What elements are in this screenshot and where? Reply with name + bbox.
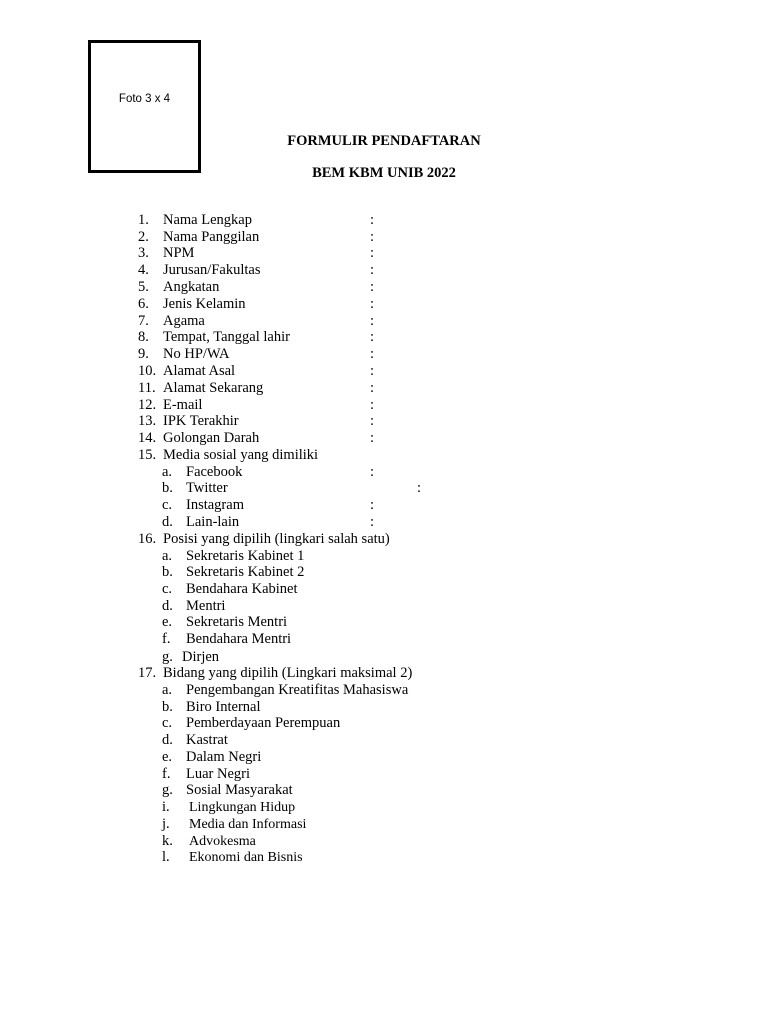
field-number: 7.	[138, 313, 149, 329]
item-letter: c.	[162, 715, 173, 731]
item-letter: a.	[162, 548, 173, 564]
field-separator: :	[370, 296, 375, 312]
item-letter: d.	[162, 514, 173, 530]
field-separator: :	[370, 329, 375, 345]
item-letter: a.	[162, 682, 173, 698]
item-letter: a.	[162, 464, 173, 480]
field-label: NPM	[163, 245, 195, 261]
field-separator: :	[370, 464, 375, 480]
field-separator: :	[370, 245, 375, 261]
field-label: Alamat Sekarang	[163, 380, 264, 396]
item-letter: d.	[162, 732, 173, 748]
field-number: 13.	[138, 413, 157, 429]
field-number: 17.	[138, 665, 157, 681]
field-separator: :	[370, 262, 375, 278]
item-label: Sekretaris Kabinet 1	[186, 548, 305, 564]
item-label: Mentri	[186, 598, 226, 614]
item-label: Sekretaris Kabinet 2	[186, 564, 305, 580]
form-subheader	[230, 165, 538, 182]
field-number: 2.	[138, 229, 149, 245]
item-label: Dalam Negri	[186, 749, 262, 765]
field-separator: :	[370, 397, 375, 413]
field-separator: :	[417, 480, 422, 496]
field-number: 3.	[138, 245, 149, 261]
field-number: 1.	[138, 212, 149, 228]
item-label: Bendahara Mentri	[186, 631, 292, 647]
field-separator: :	[370, 380, 375, 396]
item-label: Pemberdayaan Perempuan	[186, 715, 341, 731]
field-number: 12.	[138, 397, 157, 413]
field-number: 9.	[138, 346, 149, 362]
item-letter: c.	[162, 581, 173, 597]
field-label: Nama Panggilan	[163, 229, 260, 245]
field-separator: :	[370, 413, 375, 429]
item-label: Sosial Masyarakat	[186, 782, 293, 798]
form-title: FORMULIR PENDAFTARAN	[287, 133, 481, 149]
field-label: Bidang yang dipilih (Lingkari maksimal 2)	[163, 665, 413, 681]
item-letter: f.	[162, 766, 171, 782]
field-label: Posisi yang dipilih (lingkari salah satu)	[163, 531, 390, 547]
item-label: Lingkungan Hidup	[189, 800, 296, 815]
item-label: Ekonomi dan Bisnis	[189, 850, 303, 865]
item-letter: f.	[162, 631, 171, 647]
item-label: Biro Internal	[186, 699, 261, 715]
item-label: Twitter	[186, 480, 228, 496]
field-label: No HP/WA	[163, 346, 230, 362]
field-separator: :	[370, 313, 375, 329]
field-number: 8.	[138, 329, 149, 345]
item-label: Pengembangan Kreatifitas Mahasiswa	[186, 682, 409, 698]
field-separator: :	[370, 514, 375, 530]
field-separator: :	[370, 497, 375, 513]
item-letter: g.	[162, 649, 173, 665]
field-number: 6.	[138, 296, 149, 312]
field-label: Angkatan	[163, 279, 220, 295]
item-label: Media dan Informasi	[189, 817, 307, 832]
field-label: Nama Lengkap	[163, 212, 252, 228]
field-label: Jenis Kelamin	[163, 296, 246, 312]
item-letter: j.	[162, 816, 170, 832]
item-letter: k.	[162, 833, 173, 849]
form-header	[230, 133, 538, 150]
field-number: 10.	[138, 363, 157, 379]
field-label: IPK Terakhir	[163, 413, 239, 429]
field-separator: :	[370, 346, 375, 362]
field-label: Media sosial yang dimiliki	[163, 447, 319, 463]
item-letter: b.	[162, 564, 173, 580]
form-subtitle: BEM KBM UNIB 2022	[312, 165, 456, 181]
photo-label: Foto 3 x 4	[118, 92, 171, 105]
item-letter: b.	[162, 699, 173, 715]
item-letter: d.	[162, 598, 173, 614]
item-letter: l.	[162, 849, 170, 865]
item-label: Lain-lain	[186, 514, 240, 530]
field-number: 4.	[138, 262, 149, 278]
field-number: 5.	[138, 279, 149, 295]
field-label: Tempat, Tanggal lahir	[163, 329, 290, 345]
field-separator: :	[370, 279, 375, 295]
item-label: Dirjen	[182, 649, 220, 665]
item-label: Bendahara Kabinet	[186, 581, 298, 597]
item-letter: e.	[162, 614, 173, 630]
item-label: Luar Negri	[186, 766, 251, 782]
item-letter: g.	[162, 782, 173, 798]
field-label: Jurusan/Fakultas	[163, 262, 261, 278]
field-separator: :	[370, 212, 375, 228]
field-separator: :	[370, 430, 375, 446]
item-label: Advokesma	[189, 834, 256, 849]
item-label: Facebook	[186, 464, 243, 480]
field-separator: :	[370, 363, 375, 379]
field-number: 14.	[138, 430, 157, 446]
item-label: Instagram	[186, 497, 244, 513]
item-letter: e.	[162, 749, 173, 765]
field-label: Agama	[163, 313, 205, 329]
photo-placeholder	[88, 40, 201, 173]
field-separator: :	[370, 229, 375, 245]
field-number: 15.	[138, 447, 157, 463]
field-label: Golongan Darah	[163, 430, 260, 446]
field-number: 11.	[138, 380, 156, 396]
item-letter: b.	[162, 480, 173, 496]
field-number: 16.	[138, 531, 157, 547]
item-letter: i.	[162, 799, 170, 815]
item-label: Sekretaris Mentri	[186, 614, 288, 630]
item-letter: c.	[162, 497, 173, 513]
field-label: Alamat Asal	[163, 363, 236, 379]
item-label: Kastrat	[186, 732, 228, 748]
field-label: E-mail	[163, 397, 203, 413]
